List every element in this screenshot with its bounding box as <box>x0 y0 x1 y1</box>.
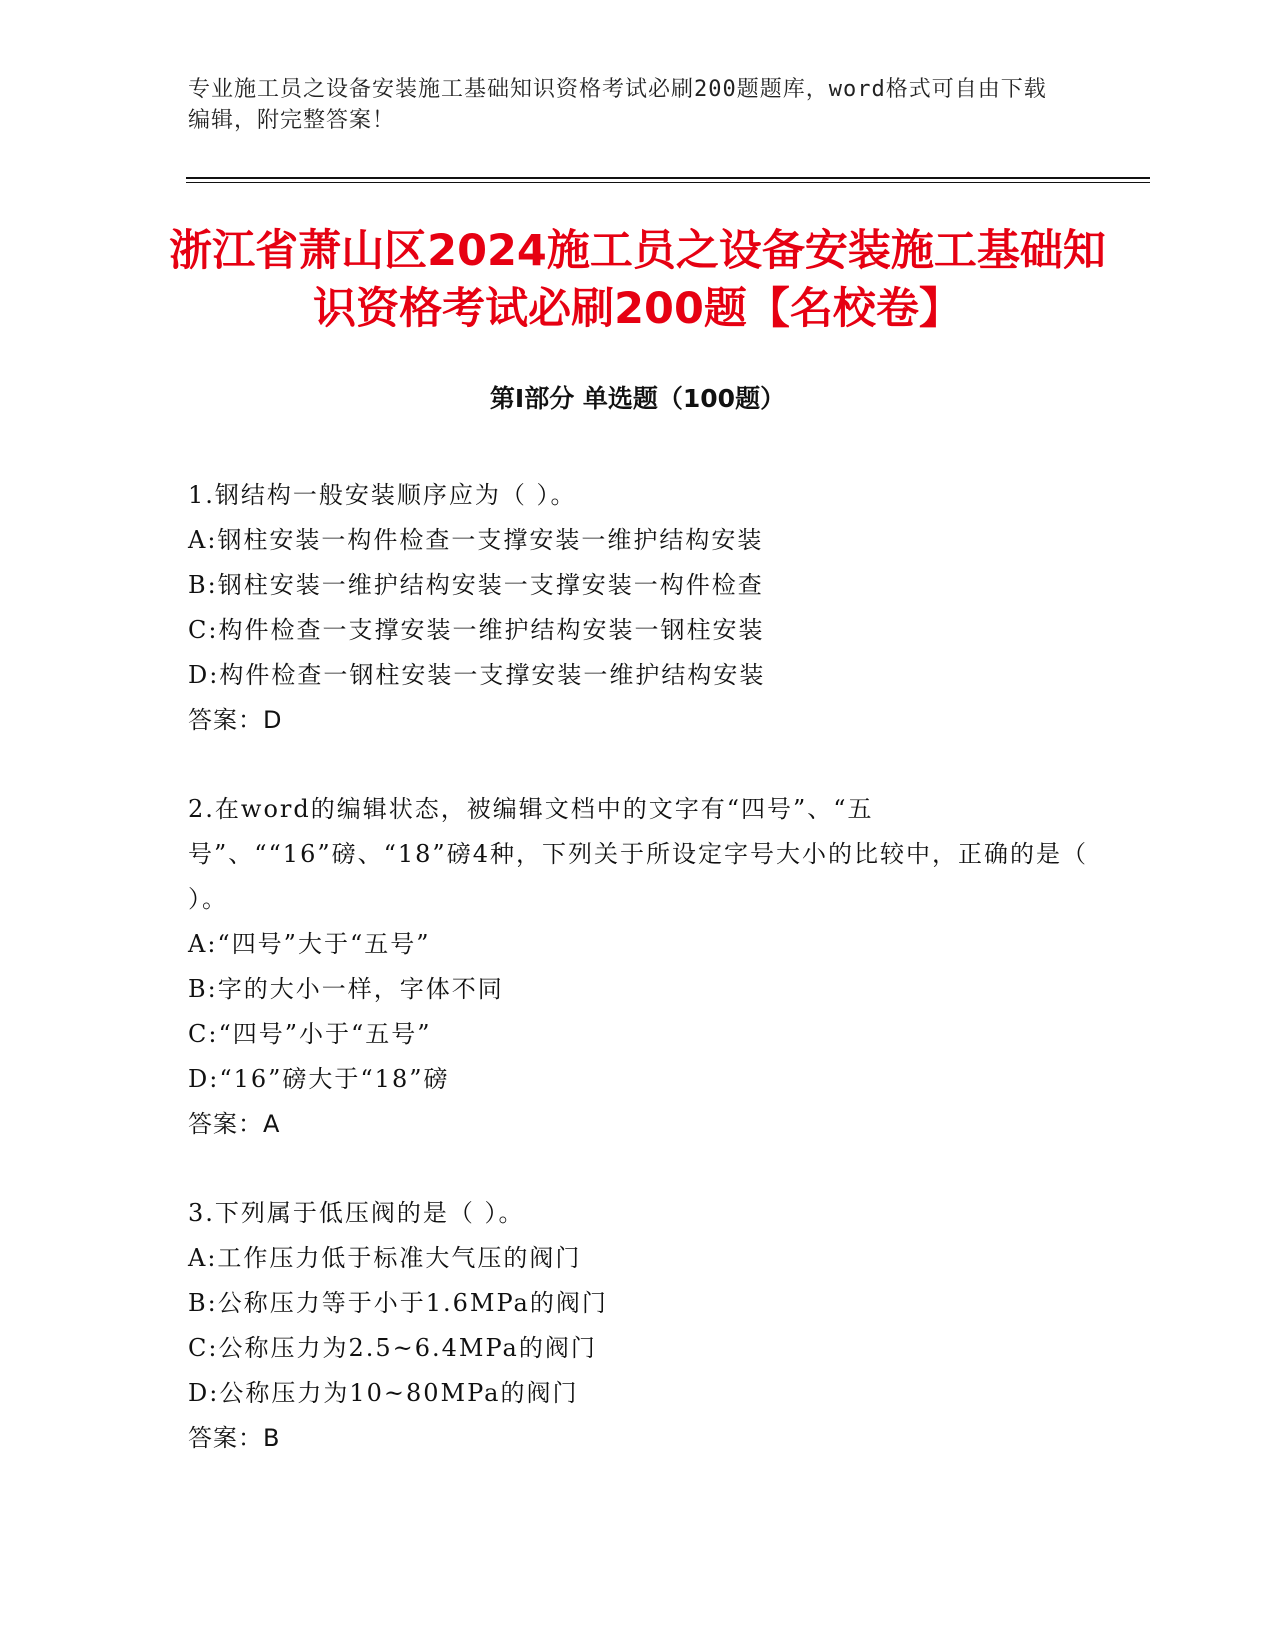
section-heading: 第Ⅰ部分 单选题（100题） <box>489 384 786 413</box>
question-1 <box>188 473 1088 743</box>
option-a: A:钢柱安装一构件检查一支撑安装一维护结构安装 <box>188 526 764 554</box>
question-list <box>188 473 1088 1505</box>
option-b: B:字的大小一样，字体不同 <box>188 975 504 1003</box>
option-d: D:构件检查一钢柱安装一支撑安装一维护结构安装 <box>188 661 766 689</box>
question-stem: 1.钢结构一般安装顺序应为（ ）。 <box>188 481 577 509</box>
option-d: D:公称压力为10~80MPa的阀门 <box>188 1379 579 1407</box>
answer-line: 答案：A <box>188 1110 281 1138</box>
header-divider <box>186 177 1150 179</box>
option-c: C:构件检查一支撑安装一维护结构安装一钢柱安装 <box>188 616 765 644</box>
document-title: 浙江省萧山区2024施工员之设备安装施工基础知识资格考试必刷200题【名校卷】 <box>169 226 1106 334</box>
question-3 <box>188 1191 1088 1461</box>
question-stem: 3.下列属于低压阀的是（ ）。 <box>188 1199 525 1227</box>
question-2 <box>188 787 1088 1147</box>
option-d: D:“16”磅大于“18”磅 <box>188 1065 450 1093</box>
option-c: C:公称压力为2.5~6.4MPa的阀门 <box>188 1334 597 1362</box>
option-a: A:工作压力低于标准大气压的阀门 <box>188 1244 582 1272</box>
header-note: 专业施工员之设备安装施工基础知识资格考试必刷200题题库，word格式可自由下载编辑，附完整答案！ <box>188 77 1047 133</box>
header-divider-thin <box>186 182 1150 183</box>
question-stem: 2.在word的编辑状态，被编辑文档中的文字有“四号”、“五号”、““16”磅、“18”磅4种，下列关于所设定字号大小的比较中，正确的是（ ）。 <box>188 795 1088 913</box>
option-b: B:公称压力等于小于1.6MPa的阀门 <box>188 1289 608 1317</box>
answer-line: 答案：D <box>188 706 283 734</box>
answer-line: 答案：B <box>188 1424 281 1452</box>
option-c: C:“四号”小于“五号” <box>188 1020 432 1048</box>
option-b: B:钢柱安装一维护结构安装一支撑安装一构件检查 <box>188 571 764 599</box>
option-a: A:“四号”大于“五号” <box>188 930 431 958</box>
